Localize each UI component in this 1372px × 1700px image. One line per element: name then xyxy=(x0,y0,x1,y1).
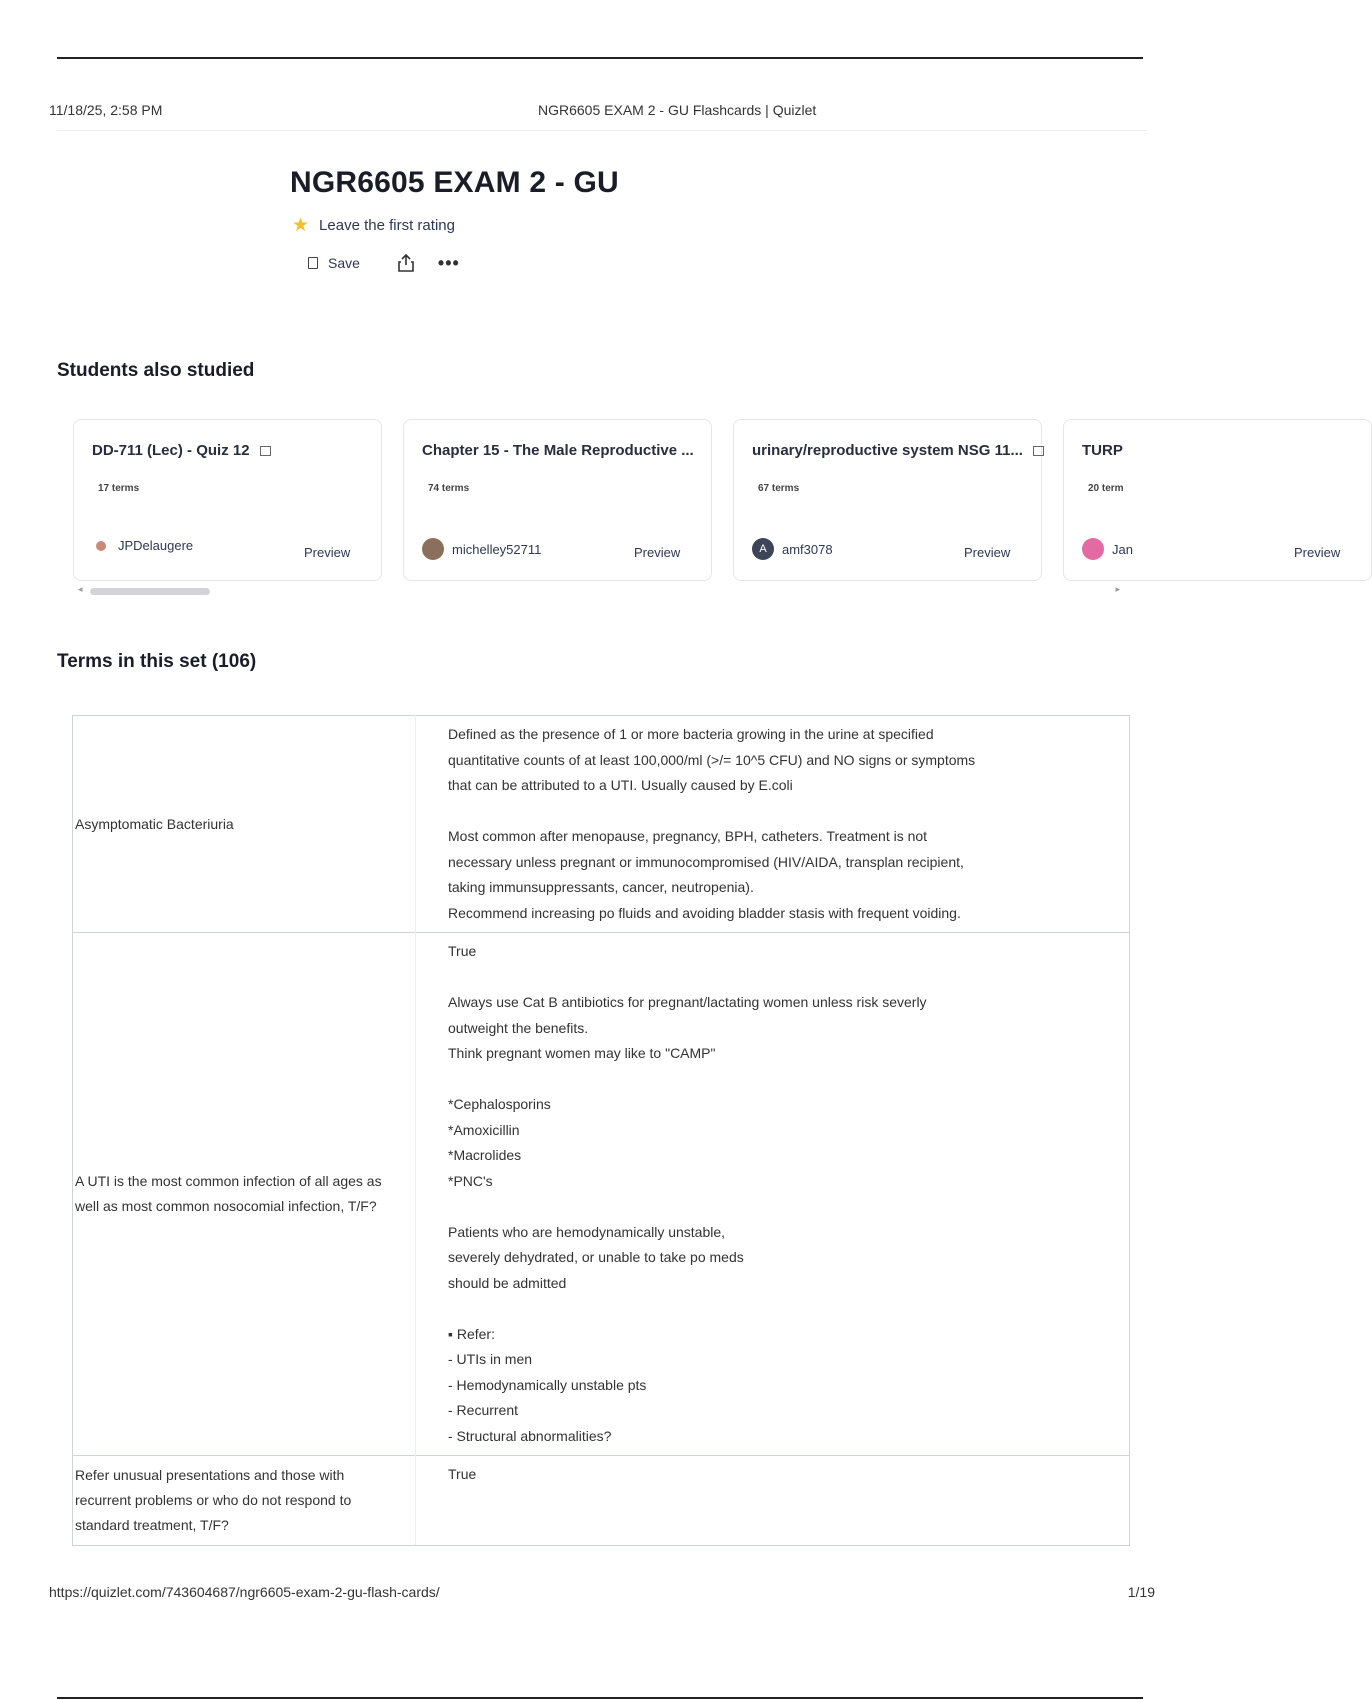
definition-line: True xyxy=(448,1466,477,1482)
scroll-left-icon[interactable]: ◂ xyxy=(78,584,83,594)
print-header xyxy=(49,102,1151,122)
definition-line: - Hemodynamically unstable pts xyxy=(448,1376,647,1393)
definition-line: *Macrolides xyxy=(448,1147,522,1163)
page-number: 1/19 xyxy=(1127,1584,1155,1600)
definition-line xyxy=(448,965,1069,991)
terms-table xyxy=(72,715,1130,1546)
definition-line: Recommend increasing po fluids and avoiding bladder stasis with frequent voiding. xyxy=(448,904,961,921)
definition-line: Most common after menopause, pregnancy, BPH, catheters. Treatment is not xyxy=(448,828,928,844)
more-options-icon[interactable]: ••• xyxy=(437,253,460,273)
term-row xyxy=(73,1456,1130,1546)
scroll-right-icon[interactable]: ▸ xyxy=(1115,584,1120,594)
star-icon: ★ xyxy=(292,215,310,236)
rating-label: Leave the first rating xyxy=(319,217,455,234)
related-set-card[interactable] xyxy=(403,419,712,581)
avatar xyxy=(1082,538,1104,560)
definition-line: - Structural abnormalities? xyxy=(448,1427,612,1444)
related-set-term-count: 17 terms xyxy=(98,483,140,494)
related-set-card[interactable] xyxy=(733,419,1042,581)
term-text: A UTI is the most common infection of all ages as well as most common nosocomial infection, T/F? xyxy=(73,933,416,1456)
definition-line: *Cephalosporins xyxy=(448,1096,551,1112)
related-set-card[interactable] xyxy=(73,419,382,581)
bookmark-icon xyxy=(308,257,318,269)
definition-line: that can be attributed to a UTI. Usually caused by E.coli xyxy=(448,777,793,793)
definition-line xyxy=(448,1296,1069,1322)
top-page-rule xyxy=(57,57,1143,59)
related-set-title: DD-711 (Lec) - Quiz 12 xyxy=(92,442,271,459)
definition-line: severely dehydrated, or unable to take po meds xyxy=(448,1249,744,1265)
definition-line xyxy=(448,1488,1069,1514)
term-row xyxy=(73,716,1130,933)
definition-line: necessary unless pregnant or immunocompromised (HIV/AIDA, transplan recipient, xyxy=(448,853,964,870)
term-row xyxy=(73,933,1130,1456)
related-set-author[interactable]: michelley52711 xyxy=(422,538,541,560)
definition-line: should be admitted xyxy=(448,1274,567,1291)
preview-link[interactable]: Preview xyxy=(634,545,681,560)
related-set-card[interactable] xyxy=(1063,419,1372,581)
related-set-term-count: 74 terms xyxy=(428,483,470,494)
definition-text xyxy=(416,1456,1130,1546)
definition-text xyxy=(416,933,1130,1456)
scroll-thumb[interactable] xyxy=(90,588,210,595)
print-url: https://quizlet.com/743604687/ngr6605-exam-2-gu-flash-cards/ xyxy=(49,1584,440,1600)
definition-line xyxy=(448,1513,1069,1539)
definition-line: Defined as the presence of 1 or more bacteria growing in the urine at specified xyxy=(448,726,934,742)
header-divider xyxy=(57,130,1147,131)
related-set-author[interactable]: JPDelaugere xyxy=(92,538,193,553)
definition-line: Always use Cat B antibiotics for pregnant/lactating women unless risk severly xyxy=(448,994,927,1010)
definition-line: quantitative counts of at least 100,000/ml (>/= 10^5 CFU) and NO signs or symptoms xyxy=(448,751,976,768)
related-set-term-count: 67 terms xyxy=(758,483,800,494)
share-icon[interactable] xyxy=(396,253,416,273)
related-set-title: urinary/reproductive system NSG 11... xyxy=(752,442,1044,459)
related-set-title: Chapter 15 - The Male Reproductive ... xyxy=(422,442,694,459)
definition-text xyxy=(416,716,1130,933)
avatar: A xyxy=(752,538,774,560)
definition-line: outweight the benefits. xyxy=(448,1019,589,1036)
definition-line: *PNC's xyxy=(448,1172,493,1189)
definition-line xyxy=(448,799,1069,825)
carousel-scrollbar[interactable] xyxy=(78,584,1120,596)
definition-line: - Recurrent xyxy=(448,1402,519,1418)
terms-heading: Terms in this set (106) xyxy=(57,651,257,672)
definition-line xyxy=(448,1194,1069,1220)
definition-line: Think pregnant women may like to "CAMP" xyxy=(448,1045,716,1061)
bottom-page-rule xyxy=(57,1697,1143,1699)
definition-line: taking immunsuppressants, cancer, neutropenia). xyxy=(448,879,754,895)
print-datetime: 11/18/25, 2:58 PM xyxy=(49,102,163,118)
term-text: Refer unusual presentations and those with recurrent problems or who do not respond to standard treatment, T/F? xyxy=(73,1456,416,1546)
image-icon xyxy=(260,446,271,456)
term-text: Asymptomatic Bacteriuria xyxy=(73,716,416,933)
print-document-title: NGR6605 EXAM 2 - GU Flashcards | Quizlet xyxy=(538,102,817,118)
save-label: Save xyxy=(328,255,360,271)
related-set-author[interactable]: A amf3078 xyxy=(752,538,833,560)
save-button[interactable] xyxy=(308,255,360,271)
definition-line: True xyxy=(448,943,477,959)
related-set-title: TURP xyxy=(1082,442,1123,459)
set-actions xyxy=(308,253,460,273)
avatar xyxy=(422,538,444,560)
definition-line: Patients who are hemodynamically unstable, xyxy=(448,1223,726,1240)
preview-link[interactable]: Preview xyxy=(304,545,351,560)
page-title: NGR6605 EXAM 2 - GU xyxy=(290,166,619,199)
definition-line xyxy=(448,1067,1069,1093)
related-set-author[interactable]: Jan xyxy=(1082,538,1133,560)
definition-line: - UTIs in men xyxy=(448,1351,533,1367)
preview-link[interactable]: Preview xyxy=(964,545,1011,560)
definition-line: ▪ Refer: xyxy=(448,1325,495,1342)
students-also-studied-heading: Students also studied xyxy=(57,360,255,381)
avatar xyxy=(96,541,106,551)
definition-line: *Amoxicillin xyxy=(448,1121,520,1138)
related-sets-carousel[interactable] xyxy=(73,419,1341,584)
preview-link[interactable]: Preview xyxy=(1294,545,1341,560)
rating-prompt[interactable] xyxy=(292,216,455,235)
related-set-term-count: 20 term xyxy=(1088,483,1124,494)
image-icon xyxy=(1033,446,1044,456)
